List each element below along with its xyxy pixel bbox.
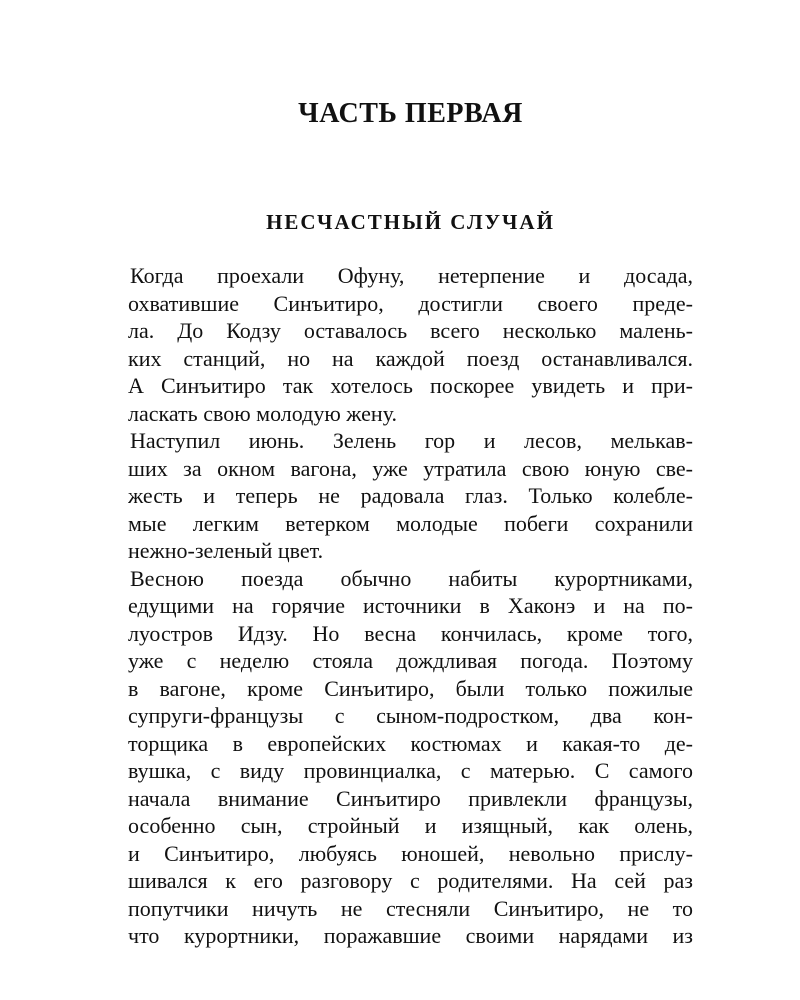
text-line: ких станций, но на каждой поезд останавливался. [128, 345, 693, 371]
text-line: что курортники, поражавшие своими нарядами из [128, 923, 693, 948]
text-line: и Синъитиро, любуясь юношей, невольно прислу- [128, 840, 693, 866]
text-line: супруги-французы с сыном-подростком, два кон- [128, 703, 693, 728]
text-line: едущими на горячие источники в Хаконэ и на по- [128, 593, 693, 618]
text-line: ласкать свою молодую жену. [128, 400, 397, 426]
text-line: жесть и теперь не радовала глаз. Только колеблe- [128, 483, 693, 508]
text-line: уже с неделю стояла дождливая погода. Поэтому [128, 648, 693, 673]
text-line: попутчики ничуть не стесняли Синъитиро, не то [128, 895, 693, 921]
text-line: ла. До Кодзу оставалось всего несколько малень- [128, 318, 693, 343]
text-line: начала внимание Синъитиро привлекли французы, [128, 785, 693, 811]
body-text [128, 262, 693, 950]
text-line: вушка, с виду провинциалка, с матерью. С самого [128, 758, 693, 783]
text-line: Весною поезда обычно набиты курортниками, [130, 565, 693, 591]
text-line: нежно-зеленый цвет. [128, 538, 324, 563]
text-line: ших за окном вагона, уже утратила свою юную све- [128, 455, 693, 481]
text-line: охватившие Синъитиро, достигли своего преде- [128, 290, 693, 316]
text-line: в вагоне, кроме Синъитиро, были только пожилые [128, 675, 693, 701]
text-line: А Синъитиро так хотелось поскорее увидеть и при- [128, 373, 693, 398]
chapter-title: НЕСЧАСТНЫЙ СЛУЧАЙ [266, 210, 555, 234]
text-line: особенно сын, стройный и изящный, как олень, [128, 813, 693, 838]
text-line: Наступил июнь. Зелень гор и лесов, мелькав- [130, 428, 693, 453]
text-line: мые легким ветерком молодые побеги сохранили [128, 510, 693, 536]
text-line: луостров Идзу. Но весна кончилась, кроме того, [128, 620, 693, 646]
part-title: ЧАСТЬ ПЕРВАЯ [298, 98, 523, 129]
text-line: торщика в европейских костюмах и какая-то де- [128, 730, 693, 756]
text-line: Когда проехали Офуну, нетерпение и досада, [130, 263, 693, 288]
book-page [128, 0, 693, 1000]
text-line: шивался к его разговору с родителями. На сей раз [128, 868, 693, 893]
